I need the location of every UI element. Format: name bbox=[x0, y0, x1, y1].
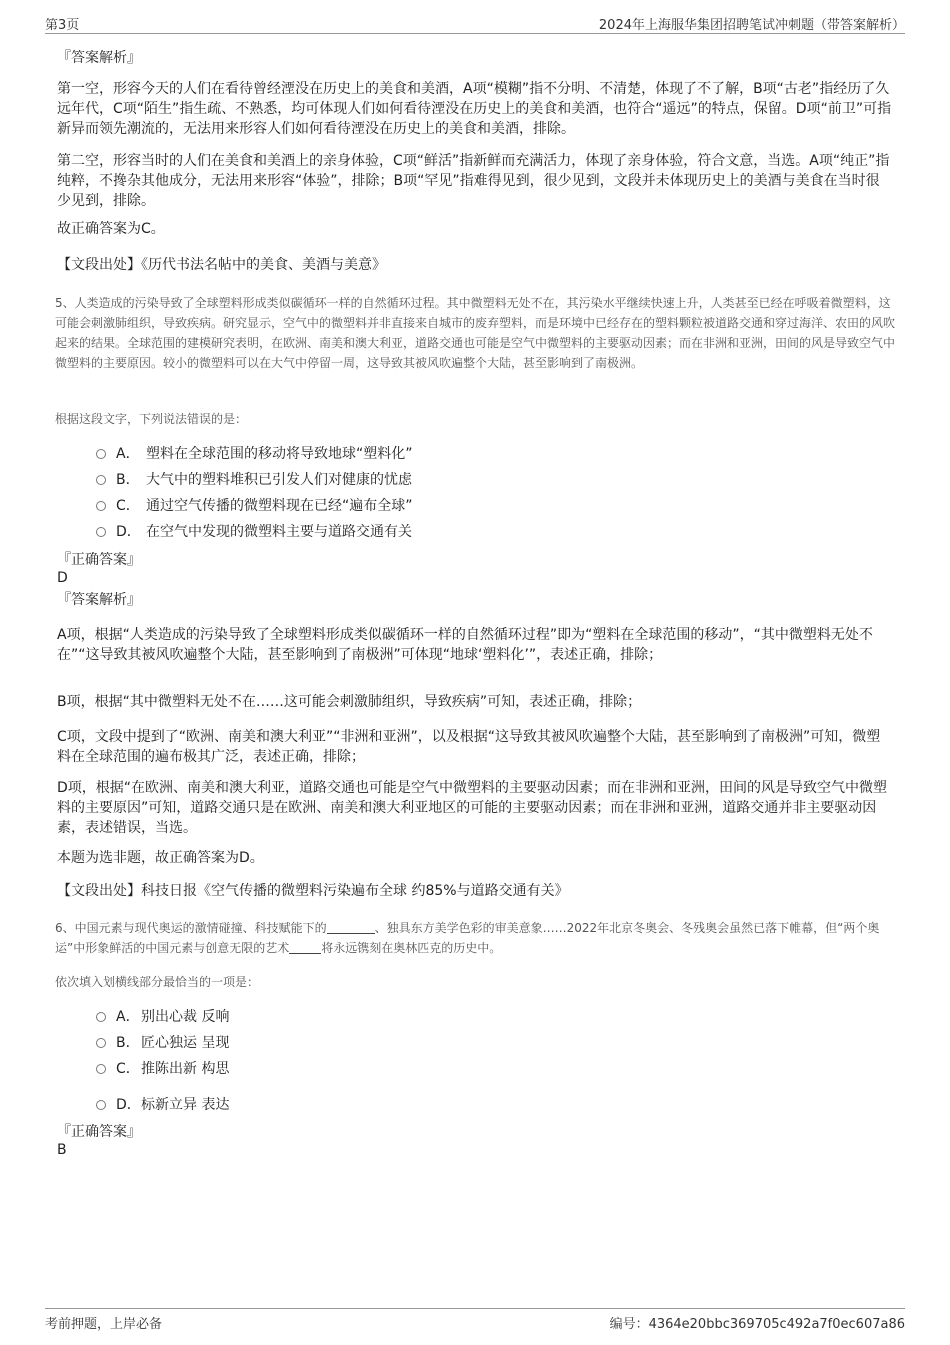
radio-icon[interactable] bbox=[96, 501, 106, 511]
q6-option-c[interactable] bbox=[96, 1059, 229, 1079]
q5-answer: D bbox=[57, 570, 68, 586]
q6-option-b[interactable] bbox=[96, 1033, 229, 1053]
q5-option-c[interactable] bbox=[96, 496, 413, 516]
q6-answer: B bbox=[57, 1142, 67, 1158]
page-number: 第3页 bbox=[45, 18, 80, 33]
option-text: 通过空气传播的微塑料现在已经“遍布全球” bbox=[146, 498, 413, 514]
q6-passage bbox=[55, 918, 895, 958]
q6-option-d[interactable] bbox=[96, 1095, 229, 1115]
q6-passage-part-2: 、独具东方美学色彩的审美意象……2022年北京冬奥会、冬残奥会虽然已落下帷幕，但“两个奥运”中形象鲜活的中国元素与创意无限的艺术 bbox=[55, 921, 880, 955]
option-letter: B． bbox=[116, 1035, 140, 1051]
q6-option-a[interactable] bbox=[96, 1007, 229, 1027]
option-text: 大气中的塑料堆积已引发人们对健康的忧虑 bbox=[146, 472, 412, 488]
option-text: 塑料在全球范围的移动将导致地球“塑料化” bbox=[146, 446, 413, 462]
q5-option-d[interactable] bbox=[96, 522, 412, 542]
option-letter: C． bbox=[116, 1061, 140, 1077]
q5-prompt: 根据这段文字，下列说法错误的是： bbox=[55, 412, 248, 426]
q5-analysis-c: C项，文段中提到了“欧洲、南美和澳大利亚”“非洲和亚洲”，以及根据“这导致其被风吹遍整个大陆，甚至影响到了南极洲”可知，微塑料在全球范围的遍布极其广泛，表述正确，排除； bbox=[57, 729, 881, 765]
option-letter: A． bbox=[116, 446, 140, 462]
option-text: 在空气中发现的微塑料主要与道路交通有关 bbox=[146, 524, 412, 540]
option-text: 标新立异 表达 bbox=[141, 1097, 230, 1113]
option-letter: D． bbox=[116, 524, 141, 540]
option-letter: A． bbox=[116, 1009, 140, 1025]
q5-source: 【文段出处】科技日报《空气传播的微塑料污染遍布全球 约85%与道路交通有关》 bbox=[57, 883, 569, 899]
radio-icon[interactable] bbox=[96, 527, 106, 537]
q4-source: 【文段出处】《历代书法名帖中的美食、美酒与美意》 bbox=[57, 257, 386, 273]
q4-conclusion: 故正确答案为C。 bbox=[57, 221, 165, 237]
document-id: 编号：4364e20bbc369705c492a7f0ec607a86 bbox=[609, 1317, 905, 1332]
q4-analysis-label: 『答案解析』 bbox=[57, 50, 141, 66]
option-letter: B． bbox=[116, 472, 140, 488]
option-text: 别出心裁 反响 bbox=[141, 1009, 230, 1025]
q5-option-b[interactable] bbox=[96, 470, 412, 490]
q5-analysis-b: B项，根据“其中微塑料无处不在……这可能会刺激肺组织，导致疾病”可知，表述正确，排除； bbox=[57, 694, 642, 710]
q6-passage-part-1: 6、中国元素与现代奥运的激情碰撞、科技赋能下的 bbox=[55, 921, 327, 935]
q5-analysis-label: 『答案解析』 bbox=[57, 592, 141, 608]
footer-divider bbox=[45, 1308, 905, 1309]
q5-passage: 5、人类造成的污染导致了全球塑料形成类似碳循环一样的自然循环过程。其中微塑料无处不在，其污染水平继续快速上升，人类甚至已经在呼吸着微塑料，这可能会刺激肺组织，导致疾病。研究显示，空气中的微塑料并非直接来自城市的废弃塑料，而是环境中已经存在的塑料颗粒被道路交通和穿过海洋、农田的风吹起来的结果。全球范围的建模研究表明，在欧洲、南美和澳大利亚，道路交通也可能是空气中微塑料的主要驱动因素；而在非洲和亚洲，田间的风是导致空气中微塑料的主要原因。较小的微塑料可以在大气中停留一周，这导致其被风吹遍整个大陆，甚至影响到了南极洲。 bbox=[55, 296, 896, 370]
q6-prompt: 依次填入划横线部分最恰当的一项是： bbox=[55, 975, 260, 989]
q4-analysis-paragraph-2: 第二空，形容当时的人们在美食和美酒上的亲身体验，C项“鲜活”指新鲜而充满活力，体现了亲身体验，符合文意，当选。A项“纯正”指纯粹，不搀杂其他成分，无法用来形容“体验”，排除；B项“罕见”指难得见到，很少见到，文段并未体现历史上的美酒与美食在当时很少见到，排除。 bbox=[57, 153, 890, 209]
radio-icon[interactable] bbox=[96, 449, 106, 459]
header-divider bbox=[45, 33, 905, 34]
footer-slogan: 考前押题，上岸必备 bbox=[45, 1317, 163, 1332]
q5-conclusion: 本题为选非题，故正确答案为D。 bbox=[57, 850, 264, 866]
fill-blank-1 bbox=[327, 920, 375, 934]
q5-answer-label: 『正确答案』 bbox=[57, 552, 141, 568]
q5-option-a[interactable] bbox=[96, 444, 413, 464]
radio-icon[interactable] bbox=[96, 475, 106, 485]
radio-icon[interactable] bbox=[96, 1064, 106, 1074]
radio-icon[interactable] bbox=[96, 1038, 106, 1048]
document-title: 2024年上海服华集团招聘笔试冲刺题（带答案解析） bbox=[598, 18, 905, 33]
option-text: 匠心独运 呈现 bbox=[141, 1035, 230, 1051]
q6-answer-label: 『正确答案』 bbox=[57, 1124, 141, 1140]
option-letter: C． bbox=[116, 498, 140, 514]
option-letter: D． bbox=[116, 1097, 141, 1113]
q4-analysis-paragraph-1: 第一空，形容今天的人们在看待曾经湮没在历史上的美食和美酒，A项“模糊”指不分明、不清楚，体现了不了解，B项“古老”指经历了久远年代，C项“陌生”指生疏、不熟悉，均可体现人们如何看待湮没在历史上的美食和美酒，也符合“遥远”的特点，保留。D项“前卫”可指新异而领先潮流的，无法用来形容人们如何看待湮没在历史上的美食和美酒，排除。 bbox=[57, 81, 892, 137]
q5-analysis-a: A项，根据“人类造成的污染导致了全球塑料形成类似碳循环一样的自然循环过程”即为“塑料在全球范围的移动”，“其中微塑料无处不在”“这导致其被风吹遍整个大陆，甚至影响到了南极洲”可体现“地球‘塑料化’”，表述正确，排除； bbox=[57, 627, 873, 663]
fill-blank-2 bbox=[289, 940, 321, 954]
q5-analysis-d: D项，根据“在欧洲、南美和澳大利亚，道路交通也可能是空气中微塑料的主要驱动因素；而在非洲和亚洲，田间的风是导致空气中微塑料的主要原因”可知，道路交通只是在欧洲、南美和澳大利亚地区的可能的主要驱动因素；而在非洲和亚洲，道路交通并非主要驱动因素，表述错误，当选。 bbox=[57, 780, 888, 836]
radio-icon[interactable] bbox=[96, 1012, 106, 1022]
option-text: 推陈出新 构思 bbox=[141, 1061, 230, 1077]
radio-icon[interactable] bbox=[96, 1100, 106, 1110]
q6-passage-part-3: 将永远镌刻在奥林匹克的历史中。 bbox=[321, 941, 502, 955]
